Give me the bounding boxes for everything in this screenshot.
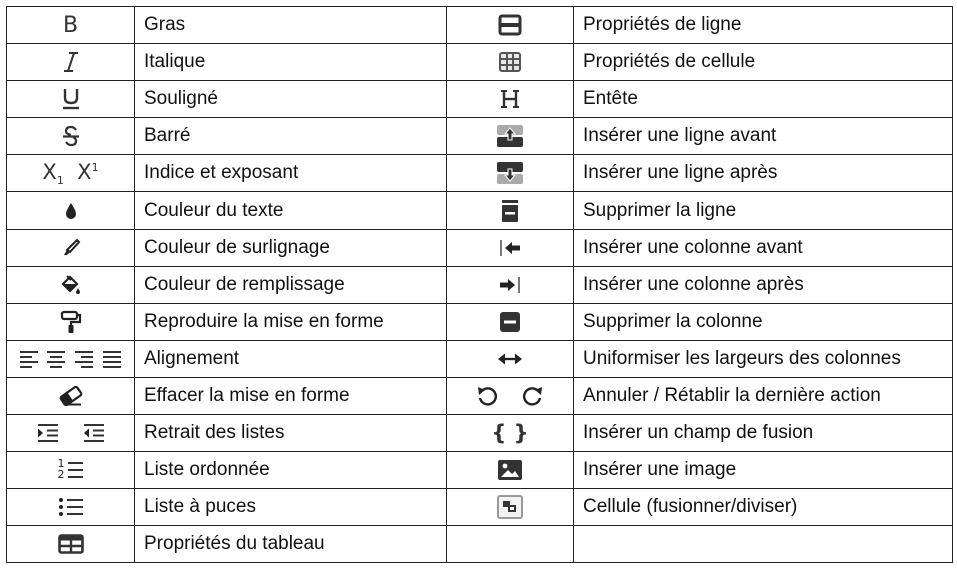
icon-cell (447, 340, 574, 377)
table-row (7, 526, 953, 563)
ordered-list-number: 1 (57, 457, 65, 471)
ordered-list-icon (58, 459, 84, 481)
equal-column-widths-icon (497, 352, 523, 366)
icon-cell (447, 155, 574, 192)
clear-formatting-icon (58, 386, 84, 406)
icon-cell (447, 192, 574, 229)
label-cell: Barré (135, 118, 447, 155)
icon-cell (7, 7, 135, 44)
underline-icon (61, 87, 81, 111)
label-cell: Supprimer la ligne (574, 192, 953, 229)
label-cell: Italique (135, 44, 447, 81)
insert-row-before-icon (496, 124, 524, 148)
merge-split-cell-icon (496, 494, 524, 520)
label-cell: Insérer une image (574, 452, 953, 489)
subscript-superscript-icon (42, 160, 98, 187)
label-cell: Alignement (135, 340, 447, 377)
label-cell: Propriétés de ligne (574, 7, 953, 44)
table-row (7, 81, 953, 118)
alignment-icon (19, 349, 123, 369)
undo-redo-icon (475, 385, 545, 407)
bold-icon: B (62, 12, 79, 38)
icon-cell (447, 7, 574, 44)
label-cell: Insérer une ligne après (574, 155, 953, 192)
icon-cell (447, 44, 574, 81)
table-row (7, 266, 953, 303)
toolbar-legend-table (6, 6, 953, 563)
table-row (7, 452, 953, 489)
label-cell: Cellule (fusionner/diviser) (574, 489, 953, 526)
empty-icon-cell (447, 526, 574, 563)
icon-cell (7, 303, 135, 340)
superscript-glyph: X (77, 159, 92, 184)
insert-image-icon (497, 459, 523, 481)
table-row (7, 118, 953, 155)
subscript-index: 1 (56, 174, 64, 188)
bullet-list-icon (58, 496, 84, 518)
highlight-color-icon (61, 238, 81, 258)
label-cell: Insérer un champ de fusion (574, 415, 953, 452)
icon-cell (447, 266, 574, 303)
icon-cell (7, 44, 135, 81)
icon-cell (7, 155, 135, 192)
insert-column-before-icon (498, 239, 522, 257)
empty-label-cell (574, 526, 953, 563)
label-cell: Liste à puces (135, 489, 447, 526)
table-properties-icon (58, 534, 84, 554)
indent-outdent-icon (37, 423, 105, 443)
icon-cell (447, 303, 574, 340)
table-row (7, 415, 953, 452)
superscript-exponent: 1 (91, 160, 99, 174)
table-row (7, 340, 953, 377)
icon-cell (447, 377, 574, 414)
delete-column-icon (499, 311, 521, 333)
label-cell: Retrait des listes (135, 415, 447, 452)
label-cell: Couleur de surlignage (135, 229, 447, 266)
table-row (7, 377, 953, 414)
italic-icon (62, 51, 80, 73)
icon-cell (7, 229, 135, 266)
label-cell: Supprimer la colonne (574, 303, 953, 340)
icon-cell (447, 415, 574, 452)
header-icon (499, 88, 521, 110)
label-cell: Uniformiser les largeurs des colonnes (574, 340, 953, 377)
table-row (7, 155, 953, 192)
row-properties-icon (498, 14, 522, 36)
icon-cell (7, 526, 135, 563)
table-row (7, 7, 953, 44)
label-cell: Couleur du texte (135, 192, 447, 229)
label-cell: Souligné (135, 81, 447, 118)
strikethrough-icon (61, 125, 81, 147)
label-cell: Propriétés du tableau (135, 526, 447, 563)
format-painter-icon (60, 310, 82, 334)
cell-properties-icon (498, 51, 522, 73)
table-row (7, 229, 953, 266)
ordered-list-number: 2 (57, 468, 65, 482)
icon-cell (447, 452, 574, 489)
icon-cell (7, 340, 135, 377)
merge-field-icon: { } (491, 421, 529, 446)
text-color-icon (63, 201, 79, 221)
label-cell: Effacer la mise en forme (135, 377, 447, 414)
icon-cell (7, 118, 135, 155)
insert-column-after-icon (498, 276, 522, 294)
icon-cell (447, 229, 574, 266)
table-row (7, 192, 953, 229)
table-row (7, 489, 953, 526)
label-cell: Gras (135, 7, 447, 44)
icon-cell (7, 489, 135, 526)
icon-cell (7, 81, 135, 118)
icon-cell (7, 377, 135, 414)
label-cell: Liste ordonnée (135, 452, 447, 489)
subscript-glyph: X (42, 159, 57, 184)
icon-cell (447, 81, 574, 118)
label-cell: Insérer une ligne avant (574, 118, 953, 155)
label-cell: Insérer une colonne après (574, 266, 953, 303)
delete-row-icon (500, 199, 520, 223)
table-row (7, 303, 953, 340)
icon-cell (7, 415, 135, 452)
icon-cell (447, 489, 574, 526)
icon-cell (447, 118, 574, 155)
label-cell: Reproduire la mise en forme (135, 303, 447, 340)
label-cell: Entête (574, 81, 953, 118)
icon-cell (7, 452, 135, 489)
icon-cell (7, 266, 135, 303)
insert-row-after-icon (496, 161, 524, 185)
label-cell: Couleur de remplissage (135, 266, 447, 303)
icon-cell (7, 192, 135, 229)
label-cell: Insérer une colonne avant (574, 229, 953, 266)
label-cell: Indice et exposant (135, 155, 447, 192)
fill-color-icon (60, 274, 82, 296)
label-cell: Propriétés de cellule (574, 44, 953, 81)
label-cell: Annuler / Rétablir la dernière action (574, 377, 953, 414)
table-row (7, 44, 953, 81)
